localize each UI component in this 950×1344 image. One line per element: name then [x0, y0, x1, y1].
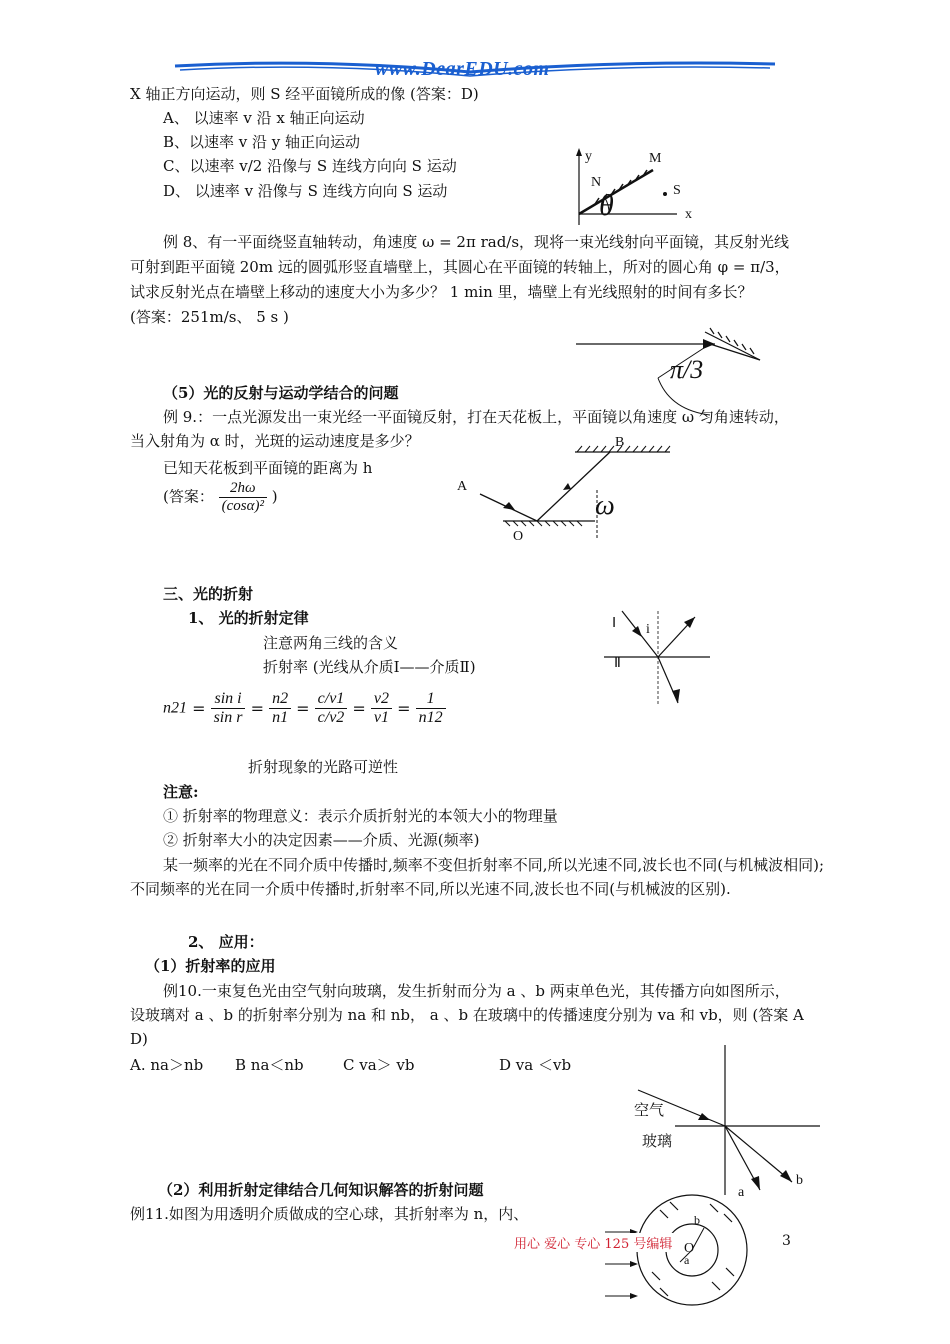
omega-label: ω [595, 490, 615, 521]
q9-line2: 当入射角为 α 时，光斑的运动速度是多少？ [130, 432, 420, 450]
point-b-label: B [615, 435, 625, 450]
q7-mirror-figure [565, 140, 705, 230]
refraction-formula: n21 = $\frac{\text{sin i}}{\text{sin r}}$ = $\frac{n2}{n1}$ = $\frac{c/v1}{c/v2}$ = $\frac{v2}{v1}$ = $\frac{1}{n12}$ [163, 690, 446, 727]
q9-line3: 已知天花板到平面镜的距离为 h [163, 459, 373, 477]
page-number: 3 [782, 1233, 791, 1249]
q9-answer [163, 480, 278, 515]
refractive-index-application-heading: （1）折射率的应用 [145, 957, 276, 975]
section-3-heading: 三、光的折射 [163, 585, 254, 603]
section-5-heading: （5）光的反射与运动学结合的问题 [163, 384, 399, 402]
theta-label: θ [599, 189, 614, 222]
ray-a-label: a [738, 1185, 745, 1200]
refraction-note-1: 注意两角三线的含义 [263, 634, 399, 652]
site-watermark: www.DearEDU.com [375, 58, 550, 80]
q9-answer-fraction [219, 480, 267, 515]
q8-line3: 试求反射光点在墙壁上移动的速度大小为多少？ 1 min 里，墙壁上有光线照射的时间有多长？ [130, 283, 753, 301]
attention-heading: 注意: [163, 783, 199, 801]
footer-motto: 用心 爱心 专心 125 号编辑 [510, 1233, 676, 1252]
formula-part-2: $\frac{n2}{n1}$ [269, 690, 291, 727]
q10-option-c: C va＞ vb [343, 1056, 415, 1074]
q10-dispersion-figure [620, 1040, 820, 1200]
reversibility-note: 折射现象的光路可逆性 [248, 758, 399, 776]
q9-answer-prefix: (答案： [163, 487, 214, 506]
air-label: 空气 [634, 1103, 665, 1119]
q10-option-b: B na＜nb [235, 1056, 304, 1074]
attention-point-2: ② 折射率大小的决定因素——介质、光源(频率) [163, 831, 480, 849]
source-s-label: S [673, 183, 681, 198]
q7-option-c: C、以速率 v/2 沿像与 S 连线方向向 S 运动 [163, 157, 457, 175]
q10-line1: 例10.一束复色光由空气射向玻璃，发生折射而分为 a 、b 两束单色光，其传播方向如图所示， [163, 982, 790, 1000]
axis-y-label: y [585, 149, 592, 164]
ray-b-label: b [796, 1173, 803, 1188]
sphere-a-label: a [684, 1253, 690, 1267]
sphere-b-label: b [694, 1213, 700, 1227]
q9-line1: 例 9.：一点光源发出一束光经一平面镜反射，打在天花板上，平面镜以角速度 ω 匀角速转动， [163, 408, 789, 426]
geometry-refraction-heading: （2）利用折射定律结合几何知识解答的折射问题 [158, 1181, 484, 1199]
refraction-law-heading: 1、 光的折射定律 [188, 609, 309, 627]
q9-answer-denominator: (cosα)² [221, 498, 264, 514]
q8-line2: 可射到距平面镜 20m 远的圆弧形竖直墙壁上，其圆心在平面镜的转轴上，所对的圆心角 φ = π/3， [130, 258, 790, 276]
formula-part-4: $\frac{v2}{v1}$ [371, 690, 392, 727]
q7-option-b: B、以速率 v 沿 y 轴正向运动 [163, 133, 361, 151]
q8-line1: 例 8、有一平面绕竖直轴转动，角速度 ω = 2π rad/s，现将一束光线射向平面镜，其反射光线 [163, 233, 790, 251]
q11-line1: 例11.如图为用透明介质做成的空心球，其折射率为 n，内、 [130, 1205, 529, 1223]
q10-option-d: D va ＜vb [499, 1056, 572, 1074]
refraction-law-figure [600, 605, 715, 710]
formula-part-1: $\frac{\text{sin i}}{\text{sin r}}$ [211, 690, 246, 727]
mirror-m-label: M [649, 151, 662, 166]
q9-answer-numerator: 2hω [219, 480, 267, 498]
point-o-label: O [513, 529, 524, 544]
attention-point-1: ① 折射率的物理意义：表示介质折射光的本领大小的物理量 [163, 807, 558, 825]
sphere-center-label: O [684, 1241, 695, 1256]
mirror-n-label: N [591, 175, 602, 190]
axis-x-label: x [685, 207, 692, 222]
application-heading: 2、 应用： [188, 933, 264, 951]
medium-one-label: Ⅰ [612, 616, 617, 631]
q10-line2: 设玻璃对 a 、b 的折射率分别为 na 和 nb， a 、b 在玻璃中的传播速度分别为 va 和 vb，则 (答案 A [130, 1006, 804, 1024]
hollow-sphere-figure [600, 1192, 750, 1332]
refraction-note-2: 折射率 (光线从介质Ⅰ——介质Ⅱ) [263, 658, 476, 676]
glass-label: 玻璃 [642, 1134, 673, 1150]
q7-intro: X 轴正方向运动，则 S 经平面镜所成的像 (答案：D) [130, 85, 479, 103]
q8-angle-label: π/3 [670, 355, 704, 384]
formula-part-3: $\frac{c/v1}{c/v2}$ [315, 690, 348, 727]
q9-ceiling-figure [445, 430, 695, 550]
q7-option-a: A、 以速率 v 沿 x 轴正向运动 [163, 109, 365, 127]
q7-option-d: D、 以速率 v 沿像与 S 连线方向向 S 运动 [163, 182, 448, 200]
point-a-label: A [457, 479, 468, 494]
frequency-paragraph: 某一频率的光在不同介质中传播时,频率不变但折射率不同,所以光速不同,波长也不同(与机械波相同);不同频率的光在同一介质中传播时,折射率不同,所以光速不同,波长也不同(与机械波的区别). [130, 856, 825, 898]
q9-answer-suffix: ) [271, 487, 278, 506]
incidence-i-label: i [646, 622, 650, 637]
q10-option-a: A. na＞nb [130, 1056, 204, 1074]
q10-line3: D) [130, 1030, 148, 1048]
formula-part-5: $\frac{1}{n12}$ [416, 690, 446, 727]
formula-lhs: n21 [163, 699, 187, 717]
medium-two-label: Ⅱ [614, 656, 621, 671]
q8-answer: (答案：251m/s、 5 s ) [130, 308, 289, 326]
